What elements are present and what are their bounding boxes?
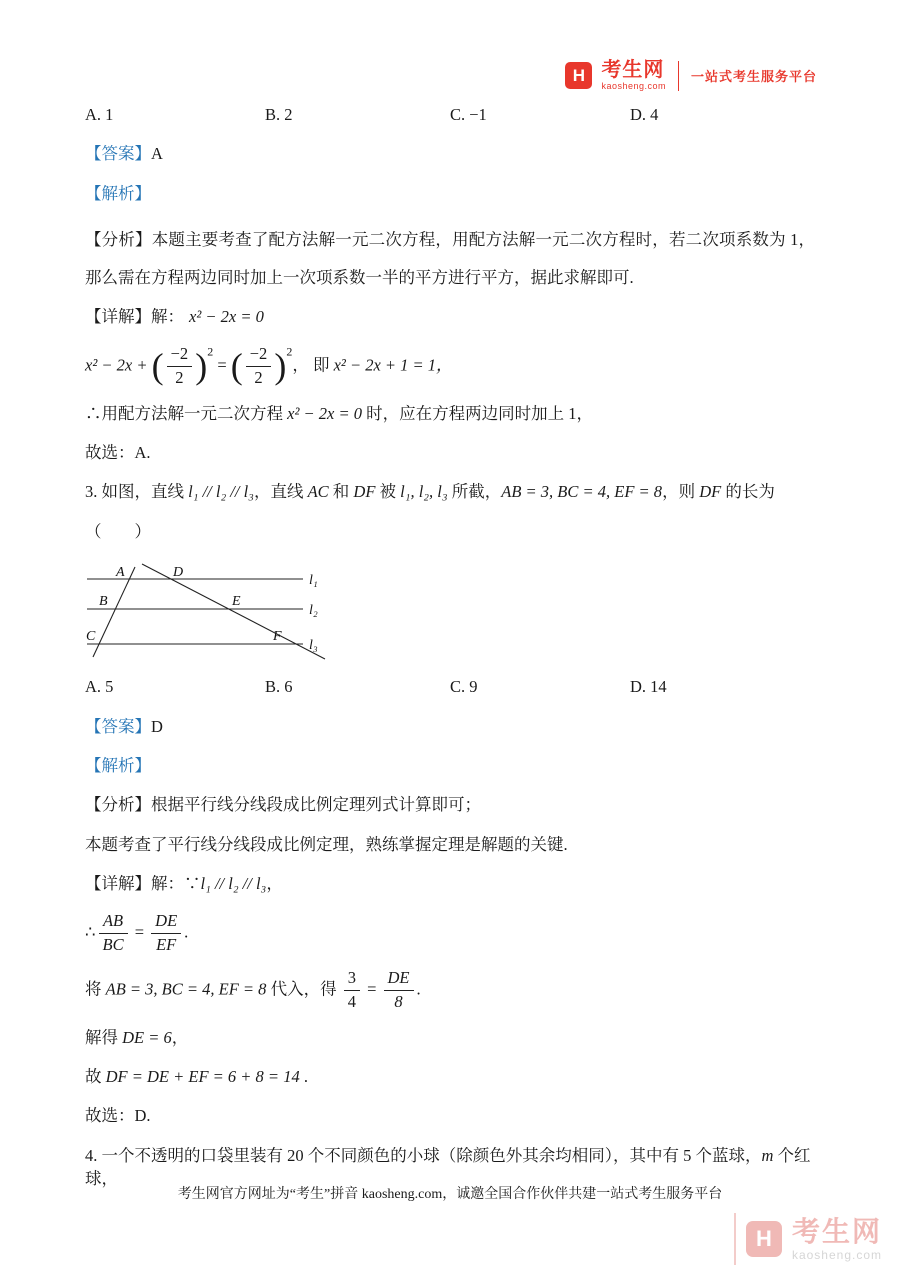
fraction-numerator: DE (151, 912, 181, 934)
fraction-numerator: −2 (167, 345, 193, 367)
q2-answer-value: A (151, 144, 163, 164)
text-segment: ∴用配方法解一元二次方程 (85, 403, 288, 423)
diagram-label-l1: l₁ (309, 573, 318, 589)
logo-text-block (601, 60, 666, 91)
q3-option-d: D. 14 (630, 677, 667, 697)
text-segment: 故 (85, 1067, 106, 1087)
text-segment: l₁ // l₂ // l₃ (200, 874, 267, 894)
fraction-denominator: BC (102, 934, 124, 954)
q3-fenxi-line-1 (85, 793, 815, 816)
close-paren: ) (274, 345, 287, 386)
q3-option-b: B. 6 (265, 677, 293, 697)
q3-sub-lead: 将 (85, 978, 106, 998)
diagram-label-f: F (273, 629, 282, 645)
text-segment: x² − 2x = 0 (287, 403, 362, 423)
exponent: 2 (286, 343, 293, 358)
fraction-de-over-8 (384, 969, 414, 1012)
q2-answer-line (85, 142, 815, 165)
watermark-brand: 考生网 (791, 1215, 882, 1247)
text-segment: 的长为 (721, 482, 775, 502)
xiangjie-tag: 【详解】 (85, 307, 151, 327)
q3-result-line (85, 1065, 815, 1088)
text-segment: ， (171, 1027, 189, 1047)
q2-eq2-separator: ， 即 (292, 354, 334, 374)
q2-xiangjie-lead: 解： (151, 307, 184, 327)
text-segment: 和 (328, 482, 354, 502)
fenxi-tag: 【分析】 (85, 795, 151, 815)
logo-domain: kaosheng.com (601, 81, 666, 91)
q2-option-b: B. 2 (265, 105, 293, 124)
q2-choice: 故选：A. (85, 442, 151, 462)
text-segment: DF (699, 482, 722, 502)
diagram-label-b: B (99, 594, 108, 610)
q2-conclusion (85, 402, 815, 425)
xiangjie-tag: 【详解】 (85, 874, 151, 894)
equals-sign: = (130, 921, 149, 941)
q3-substitution-line (85, 969, 815, 1012)
equals-sign: = (362, 978, 381, 998)
text-segment: 解得 (85, 1027, 123, 1047)
q3-sub-mid: 代入，得 (266, 978, 341, 998)
q3-xiangjie-text (151, 874, 283, 893)
q2-jiexi-line (85, 182, 815, 205)
text-segment: . (299, 1067, 308, 1087)
q2-option-d: D. 4 (630, 105, 659, 124)
q2-fenxi-paragraph (85, 221, 815, 297)
page-footer: 考生网官方网址为“考生”拼音 kaosheng.com，诚邀全国合作伙伴共建一站式考生服务平台 (177, 1187, 723, 1202)
kaosheng-logo-icon: H (565, 62, 592, 89)
q3-options-row (85, 675, 815, 698)
text-segment: AB = 3, BC = 4, EF = 8 (501, 482, 663, 502)
watermark-icon: H (746, 1221, 782, 1257)
q2-options-row (85, 103, 815, 126)
fraction-3-over-4 (344, 969, 360, 1012)
text-segment: DE = 6 (122, 1027, 172, 1047)
q3-answer-line (85, 715, 815, 738)
logo-tagline: 一站式考生服务平台 (690, 69, 817, 84)
text-segment: 4. 一个不透明的口袋里装有 20 个不同颜色的小球（除颜色外其余均相同），其中有 5 个蓝球， (85, 1145, 762, 1165)
q3-fenxi-text-1: 根据平行线分线段成比例定理列式计算即可； (151, 795, 481, 815)
transversal-df (142, 564, 325, 659)
q2-option-c: C. −1 (450, 105, 487, 124)
q3-answer-value: D (151, 716, 163, 736)
fraction-de-over-ef (151, 912, 181, 955)
fraction-numerator: DE (384, 969, 414, 991)
q2-eq2-tail: x² − 2x + 1 = 1， (333, 354, 453, 374)
exponent: 2 (207, 343, 214, 358)
jiexi-tag: 【解析】 (85, 756, 151, 776)
text-segment: l₁ // l₂ // l₃ (188, 482, 254, 502)
q2-equation-1: x² − 2x = 0 (189, 307, 264, 327)
q3-solve-line (85, 1026, 815, 1049)
open-paren: ( (151, 345, 164, 386)
text-segment: 3. 如图，直线 (85, 482, 189, 502)
q3-stem (85, 480, 815, 503)
diagram-label-a: A (116, 565, 125, 581)
q2-option-a: A. 1 (85, 105, 114, 124)
text-segment: ，则 (662, 482, 700, 502)
fraction-denominator: 2 (175, 367, 184, 387)
fenxi-tag: 【分析】 (85, 230, 152, 250)
q3-jiexi-line (85, 754, 815, 777)
text-segment: 被 (375, 482, 401, 502)
close-paren: ) (195, 345, 208, 386)
q3-sub-given: AB = 3, BC = 4, EF = 8 (105, 978, 267, 998)
q3-fenxi-line-2: 本题考查了平行线分线段成比例定理，熟练掌握定理是解题的关键. (85, 834, 568, 854)
text-segment: 个红球， (85, 1145, 811, 1189)
fraction-numerator: 3 (344, 969, 360, 991)
answer-tag: 【答案】 (85, 144, 151, 164)
diagram-label-c: C (86, 629, 96, 645)
q3-stem-paren: （ ） (85, 521, 151, 541)
jiexi-tag: 【解析】 (85, 183, 151, 203)
text-segment: AC (307, 482, 329, 502)
watermark-domain: kaosheng.com (791, 1247, 882, 1262)
parallel-lines-diagram (85, 559, 337, 663)
q2-fenxi-text: 本题主要考查了配方法解一元二次方程，用配方法解一元二次方程时，若二次项系数为 1，那么需在方程两边同时加上一次项系数一半的平方进行平方，据此求解即可. (85, 230, 816, 288)
q2-eq2-lead: x² − 2x + (85, 354, 152, 374)
watermark-divider (734, 1213, 736, 1265)
text-segment: DF = DE + EF = 6 + 8 = 14 (105, 1067, 300, 1087)
fraction-denominator: 2 (254, 367, 263, 387)
text-segment: DF (353, 482, 376, 502)
q3-option-a: A. 5 (85, 677, 114, 697)
text-segment: l₁, l₂, l₃ (400, 482, 448, 502)
diagram-label-l2: l₂ (309, 603, 318, 619)
watermark-text-block (791, 1215, 882, 1262)
logo-brand: 考生网 (601, 59, 665, 81)
fraction-neg2-over-2 (167, 345, 193, 388)
exam-content (85, 103, 815, 1207)
fraction-denominator: EF (156, 934, 177, 954)
q2-xiangjie-line (85, 305, 815, 328)
logo-divider (678, 61, 679, 91)
text-segment: ，直线 (253, 482, 308, 502)
equals-sign: = (213, 354, 231, 374)
text-segment: 时，应在方程两边同时加上 1， (362, 403, 593, 423)
open-paren: ( (230, 345, 243, 386)
q3-choice: 故选：D. (85, 1106, 151, 1126)
text-segment: m (761, 1145, 774, 1165)
fraction-denominator: 4 (347, 991, 356, 1011)
q3-option-c: C. 9 (450, 677, 478, 697)
diagram-label-d: D (173, 565, 184, 581)
diagram-label-l3: l₃ (309, 638, 318, 654)
fraction-ab-over-bc (99, 912, 128, 955)
diagram-label-e: E (232, 594, 241, 610)
text-segment: 解：∵ (151, 874, 201, 894)
period: . (184, 921, 189, 941)
fraction-neg2-over-2 (246, 345, 272, 388)
text-segment: ， (266, 874, 283, 894)
q3-proportion-line (85, 912, 815, 955)
watermark-logo (734, 1213, 882, 1265)
site-logo (565, 60, 817, 91)
q3-xiangjie-line (85, 872, 815, 895)
period: . (416, 978, 421, 998)
answer-tag: 【答案】 (85, 716, 151, 736)
q2-equation-completing-square (85, 345, 815, 388)
fraction-numerator: AB (99, 912, 128, 934)
fraction-denominator: 8 (394, 991, 403, 1011)
text-segment: 所截， (447, 482, 502, 502)
therefore-symbol: ∴ (85, 921, 96, 941)
fraction-numerator: −2 (246, 345, 272, 367)
